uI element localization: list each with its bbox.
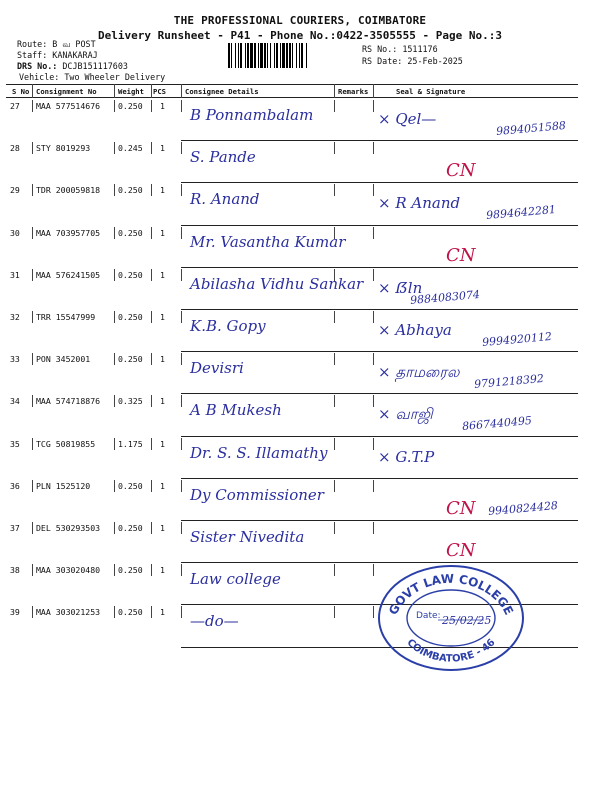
column-divider — [114, 480, 115, 492]
row-weight: 0.250 — [118, 312, 143, 322]
column-divider — [181, 184, 182, 196]
column-divider — [181, 227, 182, 239]
column-divider — [114, 522, 115, 534]
row-consignee-details: —do— — [190, 612, 239, 631]
row-consignment-no: MAA 576241505 — [36, 269, 101, 280]
row-pcs: 1 — [160, 354, 165, 365]
seal-bottom-text: COIMBATORE - 46 — [404, 637, 498, 665]
row-pcs: 1 — [160, 185, 165, 196]
row-cn-mark: CN — [446, 540, 476, 561]
row-sno: 28 — [10, 143, 20, 154]
column-divider — [32, 184, 33, 196]
rs-number: RS No.: 1511176 — [362, 44, 438, 54]
row-consignment-no: DEL 530293503 — [36, 523, 101, 533]
row-underline — [181, 520, 578, 521]
column-divider — [114, 606, 115, 618]
row-sno: 36 — [10, 480, 20, 491]
column-divider — [32, 480, 33, 492]
header-divider — [114, 84, 115, 98]
column-divider — [151, 269, 152, 281]
column-divider — [181, 269, 182, 281]
col-consignment: Consignment No — [36, 87, 97, 96]
column-divider — [334, 227, 335, 239]
col-details: Consignee Details — [185, 87, 259, 96]
row-sno: 38 — [10, 565, 20, 576]
column-divider — [151, 522, 152, 534]
column-divider — [114, 184, 115, 196]
row-underline — [181, 478, 578, 479]
row-pcs: 1 — [160, 607, 165, 618]
column-divider — [373, 100, 374, 112]
row-consignee-details: Mr. Vasantha Kumar — [190, 232, 346, 251]
column-divider — [32, 142, 33, 154]
row-sno: 39 — [10, 607, 20, 618]
row-sno: 33 — [10, 354, 20, 365]
row-consignment-no: TRR 15547999 — [36, 312, 96, 322]
column-divider — [181, 606, 182, 618]
row-pcs: 1 — [160, 480, 165, 491]
header-title: THE PROFESSIONAL COURIERS, COIMBATORE — [173, 14, 427, 27]
column-divider — [32, 100, 33, 112]
column-divider — [181, 311, 182, 323]
column-divider — [334, 100, 335, 112]
column-divider — [373, 184, 374, 196]
vehicle-text: Vehicle: Two Wheeler Delivery — [19, 72, 166, 82]
route-text: Route: B வ POST — [17, 39, 96, 49]
row-consignee-details: S. Pande — [190, 148, 256, 167]
column-divider — [114, 395, 115, 407]
row-consignment-no: TDR 200059818 — [36, 185, 101, 196]
column-divider — [114, 227, 115, 239]
row-sno: 35 — [10, 438, 20, 449]
column-divider — [114, 564, 115, 576]
header-divider — [32, 84, 33, 98]
row-weight: 0.245 — [118, 143, 143, 154]
column-divider — [334, 522, 335, 534]
column-divider — [151, 480, 152, 492]
row-phone: 9894642281 — [485, 203, 557, 223]
row-consignee-details: Sister Nivedita — [190, 528, 305, 546]
drs-line — [17, 61, 128, 72]
row-sno: 29 — [10, 185, 20, 196]
row-consignee-details: B Ponnambalam — [190, 106, 314, 124]
row-pcs: 1 — [160, 396, 165, 407]
row-pcs: 1 — [160, 269, 165, 280]
row-underline — [181, 267, 578, 268]
column-divider — [373, 395, 374, 407]
column-divider — [151, 142, 152, 154]
row-sno: 30 — [10, 227, 20, 238]
row-consignment-no: MAA 577514676 — [36, 101, 101, 111]
column-divider — [373, 269, 374, 281]
column-divider — [32, 269, 33, 281]
row-sno: 27 — [10, 101, 20, 111]
row-underline — [181, 309, 578, 310]
seal-date-label: Date: — [416, 611, 441, 621]
row-consignment-no: MAA 303020480 — [36, 565, 101, 576]
column-divider — [151, 395, 152, 407]
column-divider — [334, 311, 335, 323]
row-sno: 37 — [10, 523, 20, 533]
column-divider — [334, 606, 335, 618]
column-divider — [334, 269, 335, 281]
column-divider — [181, 395, 182, 407]
column-divider — [151, 606, 152, 618]
row-consignee-details: Dr. S. S. Illamathy — [190, 443, 328, 462]
seal-date-value: 25/02/25 — [442, 614, 492, 627]
column-divider — [114, 311, 115, 323]
row-consignment-no: TCG 50819855 — [36, 438, 96, 449]
column-divider — [373, 227, 374, 239]
row-underline — [181, 436, 578, 437]
row-phone: 9791218392 — [473, 372, 545, 392]
row-consignee-details: Dy Commissioner — [190, 485, 324, 504]
row-phone: 9994920112 — [481, 329, 553, 350]
column-divider — [32, 353, 33, 365]
row-underline — [181, 225, 578, 226]
column-divider — [114, 353, 115, 365]
header-divider — [373, 84, 374, 98]
header-divider — [181, 84, 182, 98]
column-divider — [151, 100, 152, 112]
row-underline — [181, 182, 578, 183]
row-underline — [181, 393, 578, 394]
row-underline — [181, 140, 578, 141]
column-divider — [32, 438, 33, 450]
column-divider — [151, 438, 152, 450]
row-consignee-details: Law college — [190, 570, 281, 589]
header-divider — [151, 84, 152, 98]
row-weight: 0.250 — [118, 101, 143, 111]
row-pcs: 1 — [160, 101, 165, 111]
column-divider — [181, 438, 182, 450]
row-pcs: 1 — [160, 523, 165, 533]
row-consignee-details: Abilasha Vidhu Sankar — [190, 274, 364, 293]
column-divider — [181, 564, 182, 576]
row-weight: 0.250 — [118, 227, 143, 238]
column-divider — [334, 395, 335, 407]
row-weight: 0.325 — [118, 396, 143, 407]
column-divider — [373, 142, 374, 154]
column-divider — [334, 480, 335, 492]
column-divider — [334, 564, 335, 576]
column-divider — [151, 184, 152, 196]
row-sno: 34 — [10, 396, 20, 407]
table-header-rule — [6, 97, 578, 98]
row-weight: 0.250 — [118, 354, 143, 365]
col-remarks: Remarks — [338, 87, 369, 96]
row-weight: 0.250 — [118, 607, 143, 618]
column-divider — [114, 100, 115, 112]
row-sno: 32 — [10, 312, 20, 322]
rs-date: RS Date: 25-Feb-2025 — [362, 56, 463, 66]
row-phone: 9894051588 — [495, 118, 567, 139]
row-signature: × தாமரைல — [378, 363, 460, 382]
row-weight: 0.250 — [118, 185, 143, 196]
row-pcs: 1 — [160, 227, 165, 238]
column-divider — [32, 522, 33, 534]
row-consignee-details: R. Anand — [190, 190, 260, 209]
row-consignment-no: MAA 574718876 — [36, 396, 101, 407]
column-divider — [151, 353, 152, 365]
row-cn-mark: CN — [446, 160, 476, 182]
row-consignee-details: K.B. Gopy — [190, 317, 266, 335]
row-consignment-no: PLN 1525120 — [36, 480, 91, 491]
col-weight: Weight — [118, 87, 144, 96]
col-pcs: PCS — [153, 87, 166, 96]
row-consignment-no: PON 3452001 — [36, 354, 91, 365]
column-divider — [181, 100, 182, 112]
column-divider — [181, 522, 182, 534]
row-cn-mark: CN — [446, 497, 476, 519]
column-divider — [181, 353, 182, 365]
row-weight: 0.250 — [118, 523, 143, 533]
row-weight: 0.250 — [118, 269, 143, 280]
column-divider — [32, 227, 33, 239]
row-consignment-no: MAA 303021253 — [36, 607, 101, 618]
row-signature: × Qel— — [378, 110, 437, 128]
row-weight: 1.175 — [118, 438, 143, 449]
col-sno: S No — [12, 87, 30, 96]
row-sno: 31 — [10, 269, 20, 280]
row-consignee-details: Devisri — [190, 359, 244, 378]
row-consignment-no: STY 8019293 — [36, 143, 91, 154]
column-divider — [181, 480, 182, 492]
col-seal: Seal & Signature — [396, 87, 466, 96]
column-divider — [334, 184, 335, 196]
column-divider — [334, 438, 335, 450]
column-divider — [151, 227, 152, 239]
column-divider — [114, 269, 115, 281]
column-divider — [151, 564, 152, 576]
column-divider — [373, 438, 374, 450]
column-divider — [373, 564, 374, 576]
column-divider — [181, 142, 182, 154]
row-signature: × G.T.P — [378, 447, 435, 466]
row-phone: 8667440495 — [461, 414, 533, 434]
column-divider — [32, 606, 33, 618]
column-divider — [334, 142, 335, 154]
row-pcs: 1 — [160, 312, 165, 322]
row-signature: × வாஜி — [378, 405, 433, 424]
row-pcs: 1 — [160, 438, 165, 449]
column-divider — [334, 353, 335, 365]
row-signature: × Abhaya — [378, 321, 452, 339]
seal-top-text: GOVT LAW COLLEGE — [385, 571, 517, 618]
row-consignee-details: A B Mukesh — [190, 401, 282, 420]
column-divider — [32, 564, 33, 576]
barcode — [228, 43, 356, 68]
row-weight: 0.250 — [118, 565, 143, 576]
staff-text: Staff: KANAKARAJ — [17, 50, 98, 60]
column-divider — [373, 353, 374, 365]
column-divider — [114, 142, 115, 154]
column-divider — [373, 311, 374, 323]
row-pcs: 1 — [160, 565, 165, 576]
row-underline — [181, 351, 578, 352]
drs-label: DRS No.: — [17, 61, 58, 71]
row-cn-mark: CN — [446, 244, 476, 266]
row-phone: 9940824428 — [487, 498, 559, 518]
table-top-rule — [6, 84, 578, 85]
row-consignment-no: MAA 703957705 — [36, 227, 101, 238]
row-signature: × R Anand — [378, 194, 461, 213]
college-seal — [376, 560, 526, 672]
column-divider — [373, 522, 374, 534]
header-subtitle: Delivery Runsheet - P41 - Phone No.:0422-3505555 - Page No.:3 — [98, 29, 502, 42]
column-divider — [373, 480, 374, 492]
row-weight: 0.250 — [118, 480, 143, 491]
row-phone: 9884083074 — [409, 287, 481, 307]
row-pcs: 1 — [160, 143, 165, 154]
row-signature: × ẞln — [378, 278, 423, 297]
column-divider — [373, 606, 374, 618]
column-divider — [32, 395, 33, 407]
header-divider — [334, 84, 335, 98]
drs-value: DCJB151117603 — [62, 61, 128, 71]
column-divider — [32, 311, 33, 323]
column-divider — [151, 311, 152, 323]
column-divider — [114, 438, 115, 450]
